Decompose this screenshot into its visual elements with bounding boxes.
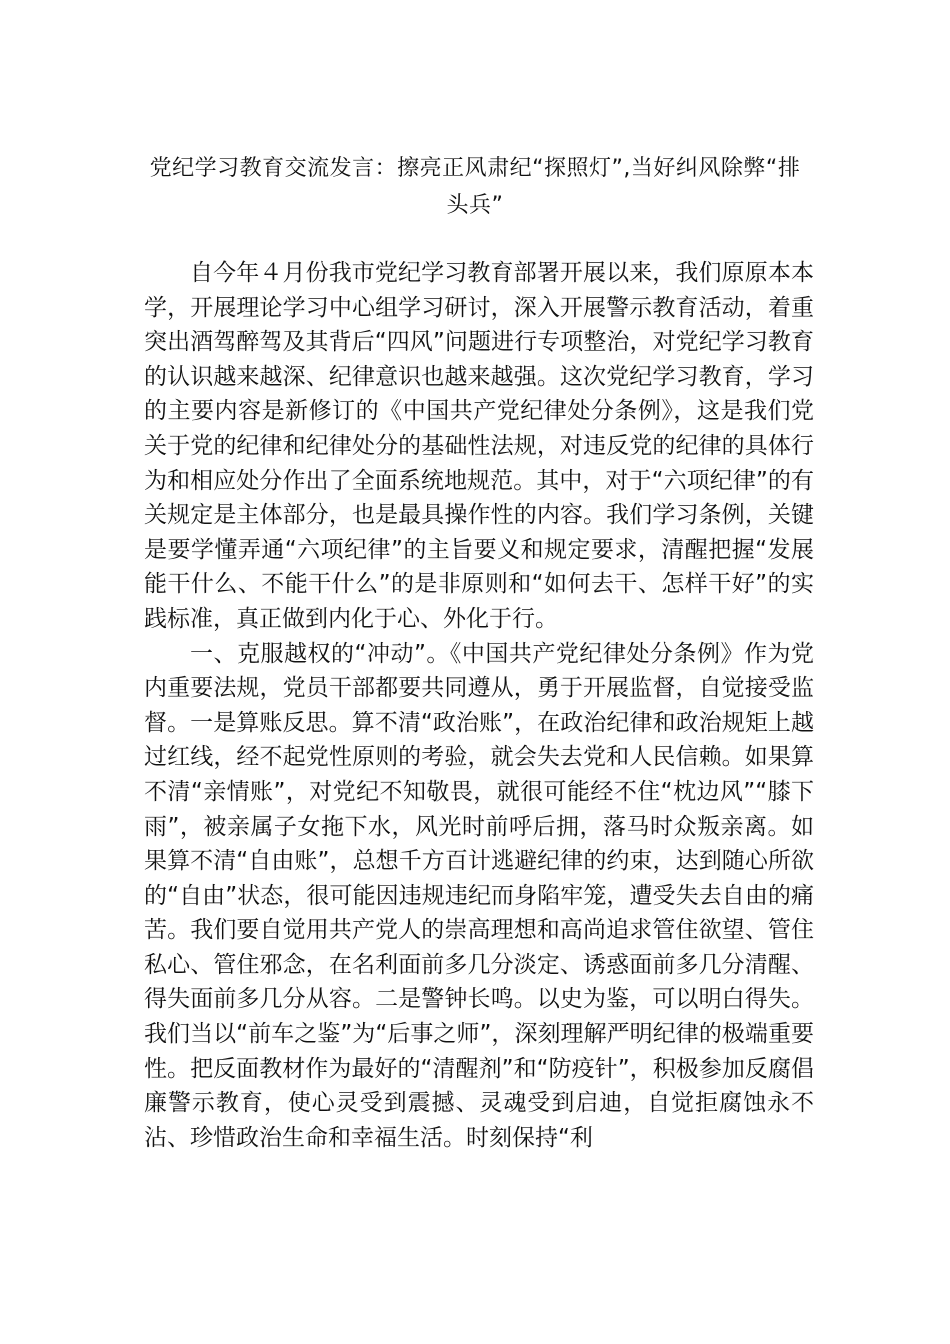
document-body: [144, 256, 814, 1155]
paragraph-section-one: 一、克服越权的“冲动”。《中国共产党纪律处分条例》作为党内重要法规，党员干部都要共同遵从，勇于开展监督，自觉接受监督。一是算账反思。算不清“政治账”，在政治纪律和政治规矩上越过红线，经不起党性原则的考验，就会失去党和人民信赖。如果算不清“亲情账”，对党纪不知敬畏，就很可能经不住“枕边风”“膝下雨”，被亲属子女拖下水，风光时前呼后拥，落马时众叛亲离。如果算不清“自由账”，总想千方百计逃避纪律的约束，达到随心所欲的“自由”状态，很可能因违规违纪而身陷牢笼，遭受失去自由的痛苦。我们要自觉用共产党人的崇高理想和高尚追求管住欲望、管住私心、管住邪念，在名利面前多几分淡定、诱惑面前多几分清醒、得失面前多几分从容。二是警钟长鸣。以史为鉴，可以明白得失。我们当以“前车之鉴”为“后事之师”，深刻理解严明纪律的极端重要性。把反面教材作为最好的“清醒剂”和“防疫针”，积极参加反腐倡廉警示教育，使心灵受到震撼、灵魂受到启迪，自觉拒腐蚀永不沾、珍惜政治生命和幸福生活。时刻保持“利: [144, 640, 814, 1151]
paragraph-intro: 自今年４月份我市党纪学习教育部署开展以来，我们原原本本学，开展理论学习中心组学习研讨，深入开展警示教育活动，着重突出酒驾醉驾及其背后“四风”问题进行专项整治，对党纪学习教育的认识越来越深、纪律意识也越来越强。这次党纪学习教育，学习的主要内容是新修订的《中国共产党纪律处分条例》，这是我们党关于党的纪律和纪律处分的基础性法规，对违反党的纪律的具体行为和相应处分作出了全面系统地规范。其中，对于“六项纪律”的有关规定是主体部分，也是最具操作性的内容。我们学习条例，关键是要学懂弄通“六项纪律”的主旨要义和规定要求，清醒把握“发展能干什么、不能干什么”的是非原则和“如何去干、怎样干好”的实践标准，真正做到内化于心、外化于行。: [144, 260, 814, 632]
document-title: 党纪学习教育交流发言：擦亮正风肃纪“探照灯”,当好纠风除弊“排头兵”: [149, 156, 801, 218]
